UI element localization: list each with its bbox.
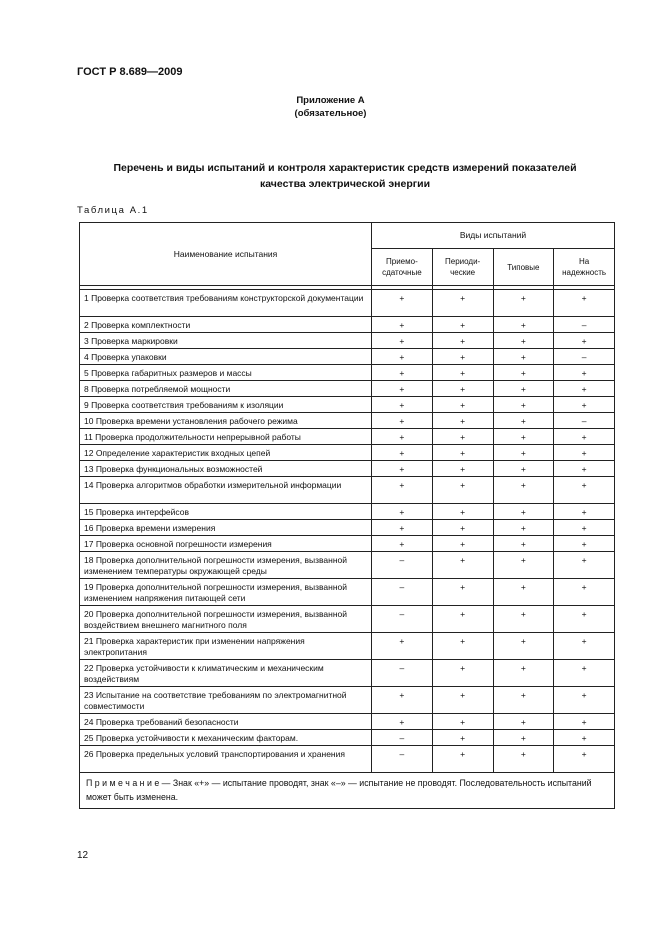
test-mark-cell: + xyxy=(432,552,493,579)
test-mark-cell: + xyxy=(554,333,615,349)
test-name-cell: 1 Проверка соответствия требованиям конструкторской документации xyxy=(80,290,372,317)
test-mark-cell: + xyxy=(493,429,554,445)
test-name-cell: 13 Проверка функциональных возможностей xyxy=(80,461,372,477)
table-row xyxy=(80,349,615,365)
test-mark-cell: + xyxy=(432,429,493,445)
test-mark-cell: + xyxy=(432,445,493,461)
test-mark-cell: – xyxy=(554,349,615,365)
test-mark-cell: + xyxy=(554,477,615,504)
test-mark-cell: + xyxy=(554,365,615,381)
test-mark-cell: + xyxy=(493,349,554,365)
test-mark-cell: + xyxy=(493,633,554,660)
document-title: Перечень и виды испытаний и контроля характеристик средств измерений показателей качества электрической энергии xyxy=(113,162,577,190)
table-note-row xyxy=(80,773,615,809)
table-row xyxy=(80,445,615,461)
table-row xyxy=(80,429,615,445)
header-periodic: Периоди-ческие xyxy=(432,249,493,286)
test-mark-cell: + xyxy=(493,290,554,317)
test-name-cell: 21 Проверка характеристик при изменении напряжения электропитания xyxy=(80,633,372,660)
test-mark-cell: + xyxy=(493,504,554,520)
document-code: ГОСТ Р 8.689—2009 xyxy=(77,66,183,78)
test-mark-cell: + xyxy=(432,317,493,333)
test-mark-cell: + xyxy=(432,461,493,477)
test-mark-cell: + xyxy=(432,714,493,730)
test-mark-cell: + xyxy=(493,413,554,429)
test-name-cell: 16 Проверка времени измерения xyxy=(80,520,372,536)
test-mark-cell: + xyxy=(372,633,433,660)
test-name-cell: 17 Проверка основной погрешности измерения xyxy=(80,536,372,552)
test-mark-cell: – xyxy=(554,317,615,333)
test-mark-cell: + xyxy=(493,730,554,746)
test-mark-cell: + xyxy=(554,730,615,746)
table-row xyxy=(80,290,615,317)
test-mark-cell: + xyxy=(372,520,433,536)
test-mark-cell: + xyxy=(493,317,554,333)
test-mark-cell: – xyxy=(372,606,433,633)
test-mark-cell: + xyxy=(493,397,554,413)
table-row xyxy=(80,520,615,536)
test-mark-cell: + xyxy=(554,504,615,520)
test-mark-cell: + xyxy=(554,579,615,606)
test-mark-cell: + xyxy=(432,536,493,552)
test-mark-cell: + xyxy=(372,445,433,461)
test-mark-cell: + xyxy=(554,290,615,317)
test-mark-cell: + xyxy=(554,606,615,633)
test-mark-cell: + xyxy=(432,381,493,397)
test-mark-cell: + xyxy=(554,397,615,413)
test-mark-cell: – xyxy=(372,746,433,773)
test-mark-cell: + xyxy=(493,552,554,579)
test-mark-cell: + xyxy=(554,552,615,579)
test-name-cell: 3 Проверка маркировки xyxy=(80,333,372,349)
test-mark-cell: + xyxy=(493,579,554,606)
test-mark-cell: – xyxy=(554,413,615,429)
header-test-name: Наименование испытания xyxy=(80,223,372,286)
test-mark-cell: + xyxy=(372,714,433,730)
test-mark-cell: + xyxy=(554,520,615,536)
test-mark-cell: + xyxy=(493,333,554,349)
test-mark-cell: + xyxy=(432,579,493,606)
test-name-cell: 11 Проверка продолжительности непрерывной работы xyxy=(80,429,372,445)
test-mark-cell: + xyxy=(372,429,433,445)
test-mark-cell: + xyxy=(493,445,554,461)
table-note: П р и м е ч а н и е — Знак «+» — испытание проводят, знак «–» — испытание не проводят. Последовательность испытаний может быть изменена. xyxy=(80,773,615,809)
test-mark-cell: – xyxy=(372,552,433,579)
tests-table xyxy=(79,222,615,809)
test-mark-cell: + xyxy=(493,461,554,477)
test-mark-cell: + xyxy=(372,461,433,477)
table-row xyxy=(80,477,615,504)
header-reliability: На надежность xyxy=(554,249,615,286)
table-body xyxy=(80,286,615,809)
test-mark-cell: + xyxy=(372,687,433,714)
test-name-cell: 14 Проверка алгоритмов обработки измерительной информации xyxy=(80,477,372,504)
test-mark-cell: + xyxy=(432,290,493,317)
test-name-cell: 25 Проверка устойчивости к механическим факторам. xyxy=(80,730,372,746)
test-mark-cell: + xyxy=(493,381,554,397)
test-mark-cell: + xyxy=(432,413,493,429)
test-mark-cell: + xyxy=(432,687,493,714)
test-mark-cell: – xyxy=(372,730,433,746)
table-row xyxy=(80,381,615,397)
test-name-cell: 15 Проверка интерфейсов xyxy=(80,504,372,520)
table-row xyxy=(80,397,615,413)
test-name-cell: 5 Проверка габаритных размеров и массы xyxy=(80,365,372,381)
test-mark-cell: + xyxy=(493,520,554,536)
test-mark-cell: + xyxy=(372,349,433,365)
test-mark-cell: + xyxy=(372,477,433,504)
header-test-types: Виды испытаний xyxy=(372,223,615,249)
table-row xyxy=(80,746,615,773)
table-row xyxy=(80,333,615,349)
test-mark-cell: + xyxy=(554,461,615,477)
test-mark-cell: + xyxy=(432,730,493,746)
table-row xyxy=(80,687,615,714)
table-row xyxy=(80,413,615,429)
test-mark-cell: + xyxy=(432,633,493,660)
test-mark-cell: + xyxy=(432,746,493,773)
table-row xyxy=(80,504,615,520)
test-name-cell: 19 Проверка дополнительной погрешности измерения, вызванной изменением напряжения питающей сети xyxy=(80,579,372,606)
test-mark-cell: + xyxy=(493,536,554,552)
test-mark-cell: + xyxy=(493,477,554,504)
table-row xyxy=(80,714,615,730)
test-mark-cell: + xyxy=(372,504,433,520)
header-acceptance: Приемо-сдаточные xyxy=(372,249,433,286)
table-row xyxy=(80,317,615,333)
table-row xyxy=(80,579,615,606)
test-mark-cell: + xyxy=(432,333,493,349)
test-mark-cell: + xyxy=(493,746,554,773)
test-name-cell: 20 Проверка дополнительной погрешности измерения, вызванной воздействием внешнего магнитного поля xyxy=(80,606,372,633)
test-mark-cell: + xyxy=(554,536,615,552)
table-row xyxy=(80,633,615,660)
test-mark-cell: – xyxy=(372,579,433,606)
test-mark-cell: + xyxy=(372,290,433,317)
appendix-title: Приложение А xyxy=(296,95,365,106)
test-mark-cell: + xyxy=(493,687,554,714)
test-mark-cell: + xyxy=(372,381,433,397)
test-name-cell: 23 Испытание на соответствие требованиям по электромагнитной совместимости xyxy=(80,687,372,714)
test-name-cell: 22 Проверка устойчивости к климатическим и механическим воздействиям xyxy=(80,660,372,687)
test-mark-cell: + xyxy=(372,333,433,349)
test-mark-cell: + xyxy=(432,397,493,413)
test-mark-cell: + xyxy=(432,606,493,633)
test-mark-cell: + xyxy=(554,746,615,773)
table-row xyxy=(80,536,615,552)
test-mark-cell: + xyxy=(372,317,433,333)
test-mark-cell: – xyxy=(372,660,433,687)
test-mark-cell: + xyxy=(432,365,493,381)
test-mark-cell: + xyxy=(432,504,493,520)
test-name-cell: 18 Проверка дополнительной погрешности измерения, вызванной изменением температуры окружающей среды xyxy=(80,552,372,579)
test-mark-cell: + xyxy=(554,687,615,714)
page-number: 12 xyxy=(77,850,89,861)
header-type: Типовые xyxy=(493,249,554,286)
test-mark-cell: + xyxy=(554,445,615,461)
test-mark-cell: + xyxy=(554,660,615,687)
table-label: Таблица А.1 xyxy=(77,205,149,216)
test-mark-cell: + xyxy=(493,606,554,633)
table-row xyxy=(80,365,615,381)
test-mark-cell: + xyxy=(372,365,433,381)
table-row xyxy=(80,730,615,746)
appendix-status: (обязательное) xyxy=(294,108,367,119)
test-name-cell: 26 Проверка предельных условий транспортирования и хранения xyxy=(80,746,372,773)
test-mark-cell: + xyxy=(493,660,554,687)
test-mark-cell: + xyxy=(432,349,493,365)
test-name-cell: 8 Проверка потребляемой мощности xyxy=(80,381,372,397)
test-name-cell: 9 Проверка соответствия требованиям к изоляции xyxy=(80,397,372,413)
table-row xyxy=(80,660,615,687)
test-mark-cell: + xyxy=(432,660,493,687)
test-mark-cell: + xyxy=(432,520,493,536)
test-name-cell: 2 Проверка комплектности xyxy=(80,317,372,333)
table-row xyxy=(80,606,615,633)
test-mark-cell: + xyxy=(432,477,493,504)
table-row xyxy=(80,461,615,477)
test-mark-cell: + xyxy=(554,714,615,730)
test-mark-cell: + xyxy=(372,413,433,429)
test-mark-cell: + xyxy=(554,633,615,660)
test-mark-cell: + xyxy=(554,381,615,397)
test-name-cell: 10 Проверка времени установления рабочего режима xyxy=(80,413,372,429)
test-name-cell: 24 Проверка требований безопасности xyxy=(80,714,372,730)
test-mark-cell: + xyxy=(493,714,554,730)
test-mark-cell: + xyxy=(372,536,433,552)
test-name-cell: 4 Проверка упаковки xyxy=(80,349,372,365)
test-name-cell: 12 Определение характеристик входных цепей xyxy=(80,445,372,461)
table-row xyxy=(80,552,615,579)
test-mark-cell: + xyxy=(372,397,433,413)
test-mark-cell: + xyxy=(554,429,615,445)
test-mark-cell: + xyxy=(493,365,554,381)
